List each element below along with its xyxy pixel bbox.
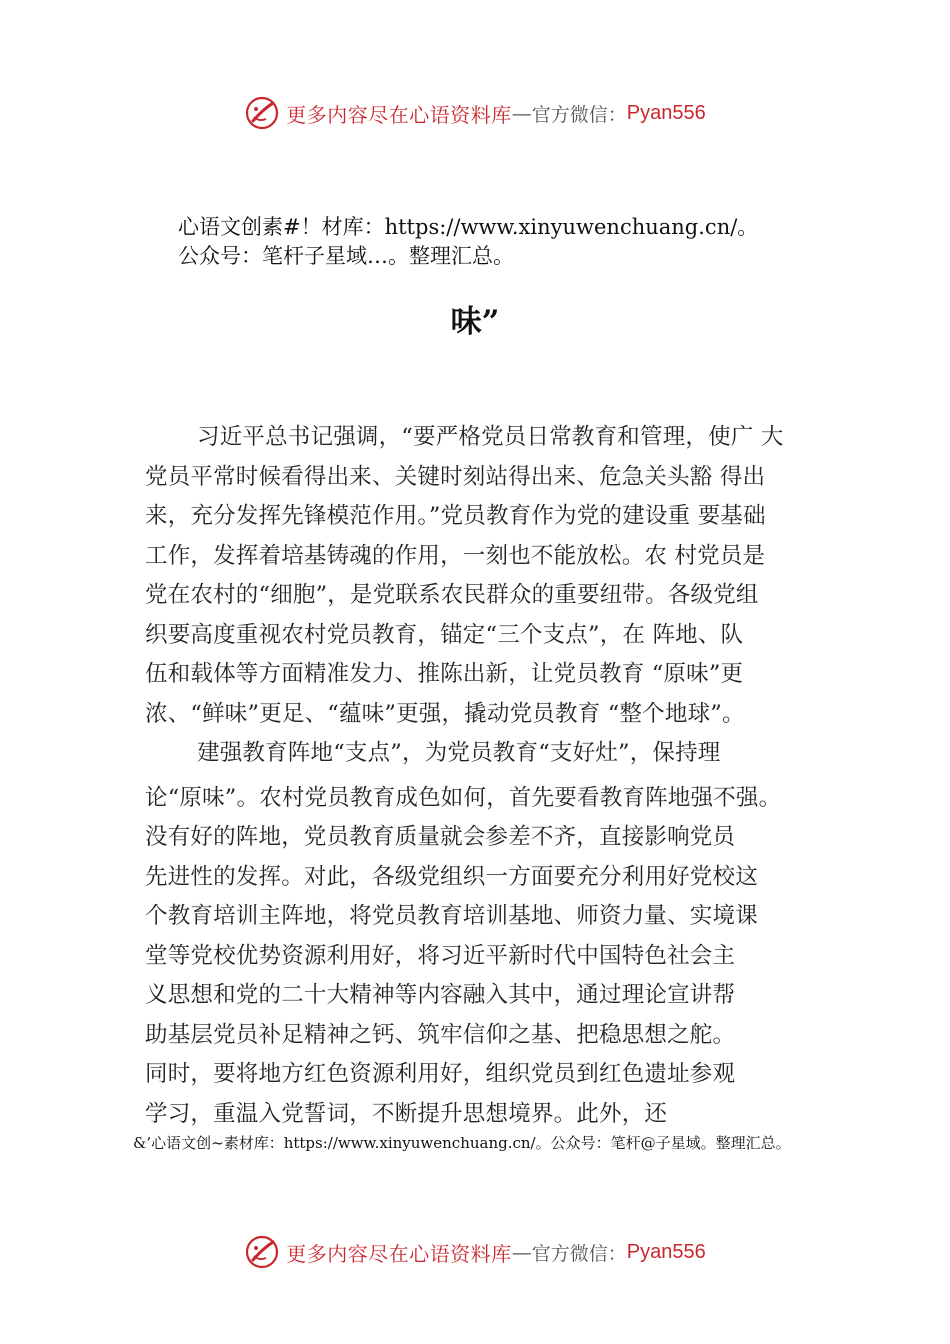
body-line: 堂等党校优势资源利用好，将习近平新时代中国特色社会主 — [145, 943, 736, 969]
source-line-1: 心语文创素#！材库：https://www.xinyuwenchuang.cn/。 — [178, 215, 759, 239]
top-banner — [0, 93, 950, 133]
body-line: 先进性的发挥。对此，各级党组织一方面要充分利用好党校这 — [145, 864, 758, 890]
banner-wechat-id: Pyan556 — [626, 101, 706, 124]
body-line: 来，充分发挥先锋模范作用。”党员教育作为党的建设重 要基础 — [145, 503, 766, 529]
body-line: 浓、“鲜味”更足、“蕴味”更强，撬动党员教育 “整个地球”。 — [145, 701, 745, 727]
banner-wechat-id: Pyan556 — [626, 1240, 706, 1263]
body-line: 党员平常时候看得出来、关键时刻站得出来、危急关头豁 得出 — [145, 464, 766, 490]
banner-separator: — — [511, 1240, 532, 1264]
banner-text: 更多内容尽在心语资料库 — [286, 1241, 512, 1266]
bottom-banner — [0, 1232, 950, 1272]
banner-wechat-label: 官方微信： — [531, 103, 627, 126]
body-line: 没有好的阵地，党员教育质量就会参差不齐，直接影响党员 — [145, 824, 736, 850]
body-line: 义思想和党的二十大精神等内容融入其中，通过理论宣讲帮 — [145, 982, 736, 1008]
body-line: 论“原味”。农村党员教育成色如何，首先要看教育阵地强不强。 — [145, 785, 782, 811]
body-line: 党在农村的“细胞”，是党联系农民群众的重要纽带。各级党组 — [145, 582, 759, 608]
brush-logo-icon — [244, 95, 280, 131]
body-line: 建强教育阵地“支点”，为党员教育“支好灶”，保持理 — [197, 740, 721, 766]
body-line: 个教育培训主阵地，将党员教育培训基地、师资力量、实境课 — [145, 903, 758, 929]
body-line: 工作，发挥着培基铸魂的作用，一刻也不能放松。农 村党员是 — [145, 543, 766, 569]
body-line: 同时，要将地方红色资源利用好，组织党员到红色遗址参观 — [145, 1061, 736, 1087]
source-line-2: 公众号：笔杆子星域…。整理汇总。 — [178, 244, 514, 268]
body-line: 习近平总书记强调，“要严格党员日常教育和管理，使广 大 — [197, 424, 784, 450]
body-line: 伍和载体等方面精准发力、推陈出新，让党员教育 “原味”更 — [145, 661, 744, 687]
body-line: 学习，重温入党誓词，不断提升思想境界。此外，还 — [145, 1101, 668, 1127]
footer-source-note: &’心语文创~素材库：https://www.xinyuwenchuang.cn/。公众号：笔杆@子星域。整理汇总。 — [133, 1134, 791, 1152]
body-line: 织要高度重视农村党员教育，锚定“三个支点”，在 阵地、队 — [145, 622, 744, 648]
banner-wechat-label: 官方微信： — [531, 1242, 627, 1265]
banner-separator: — — [511, 101, 532, 125]
banner-text: 更多内容尽在心语资料库 — [286, 102, 512, 127]
body-line: 助基层党员补足精神之钙、筑牢信仰之基、把稳思想之舵。 — [145, 1022, 736, 1048]
page-title: 味” — [450, 304, 500, 340]
brush-logo-icon — [244, 1234, 280, 1270]
